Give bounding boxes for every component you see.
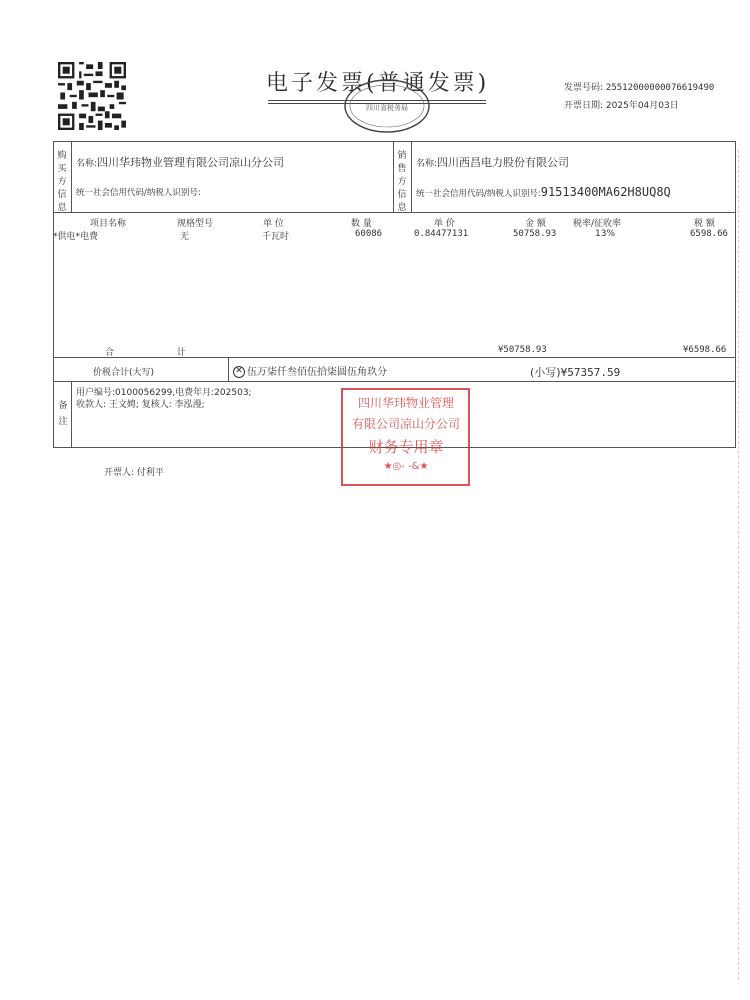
stamp-line-3: 财务专用章: [368, 438, 444, 456]
remarks-line-2: 收款人: 王文娉; 复核人: 李泓漫;: [76, 400, 205, 410]
header-qty: 数 量: [351, 219, 372, 229]
row-qty: 60086: [355, 229, 383, 239]
seller-tax-id-label: 统一社会信用代码/纳税人识别号:: [416, 189, 541, 199]
row-unit: 千瓦时: [262, 232, 290, 242]
header-item-name: 项目名称: [90, 219, 127, 229]
divider: [53, 212, 736, 213]
header-spec: 规格型号: [177, 219, 214, 229]
invoice-title: 电子发票(普通发票): [266, 71, 490, 96]
buyer-name-value: 四川华玮物业管理有限公司凉山分公司: [97, 156, 285, 169]
header-amount: 金 额: [525, 219, 546, 229]
remarks-label: 备注: [58, 401, 68, 427]
scan-edge: [738, 150, 739, 980]
seal-text: 四川省税务局: [366, 104, 408, 112]
issuer-label: 开票人:: [104, 468, 135, 478]
issue-date-value: 2025年04月03日: [605, 101, 679, 111]
header-unit: 单 位: [263, 219, 284, 229]
seller-tax-id: [416, 185, 671, 199]
divider: [53, 381, 736, 382]
grand-total-figures-value: ¥57357.59: [560, 366, 621, 379]
seller-tax-id-value: 91513400MA62H8UQ8Q: [540, 185, 671, 199]
issuer-name: 付利平: [136, 468, 164, 478]
row-price: 0.84477131: [414, 229, 469, 239]
buyer-name-label: 名称:: [76, 159, 98, 169]
header-tax: 税 额: [694, 219, 715, 229]
buyer-section-label: 购买方信息: [57, 151, 67, 213]
seller-name-value: 四川西昌电力股份有限公司: [437, 156, 570, 169]
seller-section-label: 销售方信息: [397, 151, 407, 213]
row-rate: 13%: [595, 229, 616, 239]
row-item-name: *供电*电费: [53, 232, 99, 242]
stamp-line-1: 四川华玮物业管理: [357, 396, 454, 410]
cross-circle-icon: ✕: [233, 366, 245, 378]
remarks-line-1: 用户编号:0100056299,电费年月:202503;: [76, 388, 252, 398]
row-amount: 50758.93: [513, 229, 557, 239]
row-spec: 无: [180, 232, 190, 242]
buyer-tax-id-label: 统一社会信用代码/纳税人识别号:: [76, 188, 201, 198]
header-price: 单 价: [434, 219, 455, 229]
stamp-line-2: 有限公司凉山分公司: [351, 417, 460, 431]
tax-bureau-seal-icon: [343, 78, 431, 134]
grand-total-words-value: 伍万柒仟叁佰伍拾柒圆伍角玖分: [247, 367, 387, 378]
divider: [71, 381, 72, 448]
finance-stamp: [341, 388, 470, 486]
grand-total-label: 价税合计(大写): [93, 368, 155, 378]
total-tax: ¥6598.66: [683, 345, 727, 355]
header-rate: 税率/征收率: [573, 219, 622, 229]
issue-date-label: 开票日期:: [564, 101, 604, 111]
stamp-line-4: ★◎- -&★: [383, 461, 429, 472]
divider: [393, 141, 394, 212]
seller-name: [416, 154, 569, 170]
grand-total-small-label: (小写): [530, 366, 561, 379]
invoice-number-label: 发票号码:: [564, 83, 604, 93]
divider: [228, 357, 229, 381]
divider: [411, 141, 412, 212]
grand-total-figures: [530, 364, 620, 380]
buyer-tax-id: [76, 186, 201, 198]
seller-name-label: 名称:: [416, 159, 438, 169]
invoice-number-value: 25512000000076619490: [605, 83, 715, 93]
buyer-name: [76, 154, 284, 170]
total-amount: ¥50758.93: [498, 345, 547, 355]
invoice-number: [564, 80, 714, 93]
divider: [71, 141, 72, 212]
issue-date: [564, 98, 679, 111]
qr-code-icon: [58, 62, 126, 130]
row-tax: 6598.66: [690, 229, 728, 239]
grand-total-words: [233, 363, 387, 378]
issuer: [104, 465, 164, 478]
total-label: 合 计: [105, 348, 216, 358]
